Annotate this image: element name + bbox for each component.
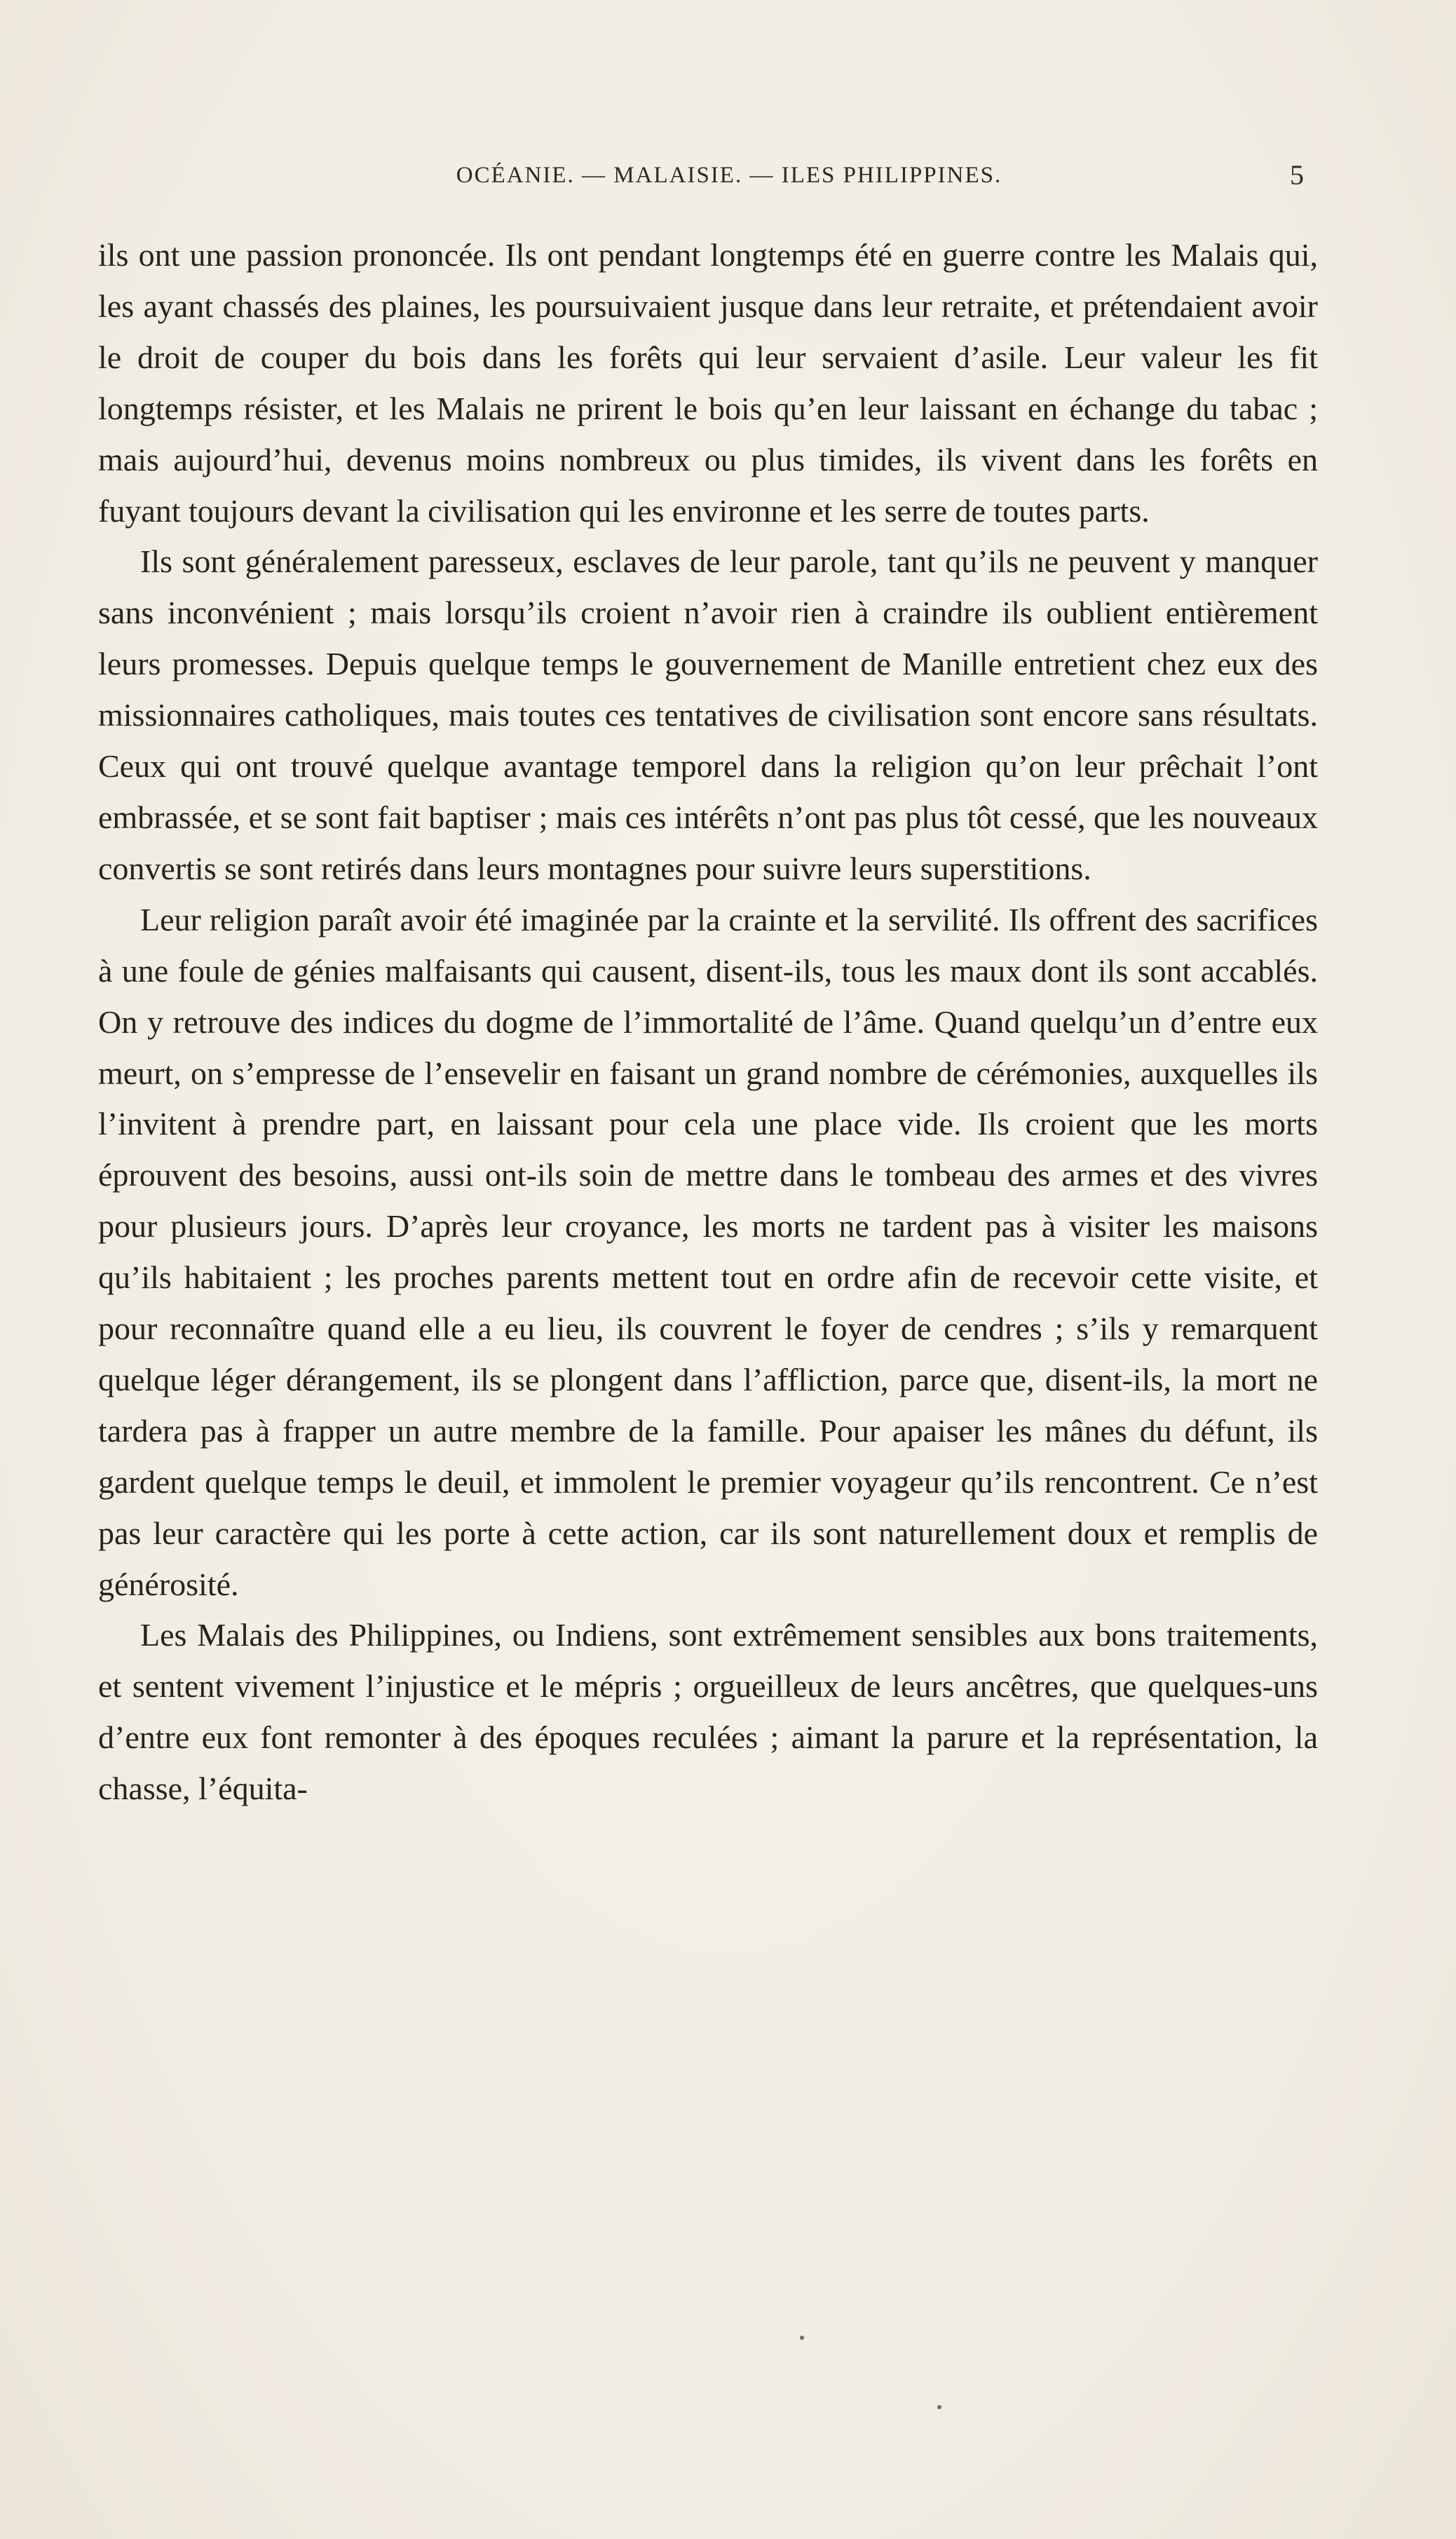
paragraph-3: Leur religion paraît avoir été imaginée par la crainte et la servilité. Ils offrent des sacrifices à une foule de génies malfaisants qui causent, disent-ils, tous les maux dont ils sont accablés. On y retrouve des indices du dogme de l’immortalité de l’âme. Quand quelqu’un d’entre eux meurt, on s’empresse de l’ensevelir en faisant un grand nombre de cérémonies, auxquelles ils l’invitent à prendre part, en laissant pour cela une place vide. Ils croient que les morts éprouvent des besoins, aussi ont-ils soin de mettre dans le tombeau des armes et des vivres pour plusieurs jours. D’après leur croyance, les morts ne tardent pas à visiter les maisons qu’ils habitaient ; les proches parents mettent tout en ordre afin de recevoir cette visite, et pour reconnaître quand elle a eu lieu, ils couvrent le foyer de cendres ; s’ils y remarquent quelque léger dérangement, ils se plongent dans l’affliction, parce que, disent-ils, la mort ne tardera pas à frapper un autre membre de la famille. Pour apaiser les mânes du défunt, ils gardent quelque temps le deuil, et immolent le premier voyageur qu’ils rencontrent. Ce n’est pas leur caractère qui les porte à cette action, car ils sont naturellement doux et remplis de générosité. bbox=[98, 901, 1318, 1602]
ink-speck bbox=[800, 2336, 804, 2340]
paragraph-4: Les Malais des Philippines, ou Indiens, sont extrêmement sensibles aux bons traitements, et sentent vivement l’injustice et le mépris ; orgueilleux de leurs ancêtres, que quelques-uns d’entre eux font remonter à des époques reculées ; aimant la parure et la représentation, la chasse, l’équita- bbox=[98, 1617, 1318, 1807]
paragraph-2: Ils sont généralement paresseux, esclaves de leur parole, tant qu’ils ne peuvent y manquer sans inconvénient ; mais lorsqu’ils croient n’avoir rien à craindre ils oublient entièrement leurs promesses. Depuis quelque temps le gouvernement de Manille entretient chez eux des missionnaires catholiques, mais toutes ces tentatives de civilisation sont encore sans résultats. Ceux qui ont trouvé quelque avantage temporel dans la religion qu’on leur prêchait l’ont embrassée, et se sont fait baptiser ; mais ces intérêts n’ont pas plus tôt cessé, que les nouveaux convertis se sont retirés dans leurs montagnes pour suivre leurs superstitions. bbox=[98, 543, 1318, 886]
page-number: 5 bbox=[1290, 159, 1304, 191]
running-header: OCÉANIE. — MALAISIE. — ILES PHILIPPINES. bbox=[456, 163, 1002, 188]
paragraph-1: ils ont une passion prononcée. Ils ont pendant longtemps été en guerre contre les Malais qui, les ayant chassés des plaines, les poursuivaient jusque dans leur retraite, et prétendaient avoir le droit de couper du bois dans les forêts qui leur servaient d’asile. Leur valeur les fit longtemps résister, et les Malais ne prirent le bois qu’en leur laissant en échange du tabac ; mais aujourd’hui, devenus moins nombreux ou plus timides, ils vivent dans les forêts en fuyant toujours devant la civilisation qui les environne et les serre de toutes parts. bbox=[98, 237, 1318, 529]
ink-speck bbox=[937, 2405, 941, 2409]
body-text bbox=[98, 230, 1318, 1815]
